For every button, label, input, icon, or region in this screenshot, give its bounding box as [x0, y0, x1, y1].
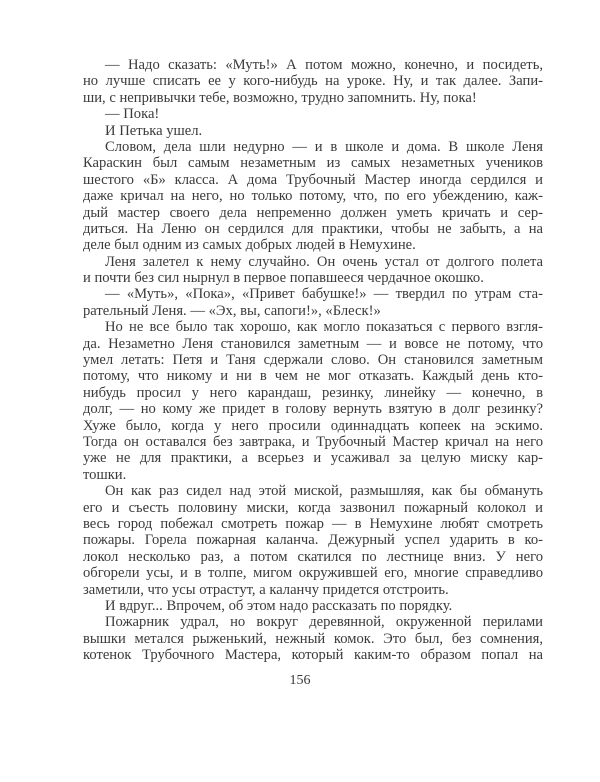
- text-line: но лучше списать ее у кого-нибудь на уроке. Ну, и так далее. Запи-: [83, 73, 543, 90]
- text-line: дый мастер своего дела непременно должен уметь кричать и сер-: [83, 204, 543, 221]
- text-line: нибудь просил у него карандаш, резинку, линейку — конечно, в: [83, 384, 543, 401]
- text-line: диться. На Леню он сердился для практики, чтобы не забыть, а на: [83, 220, 543, 237]
- text-line: котенок Трубочного Мастера, который каким-то образом попал на: [83, 647, 543, 664]
- text-line: Словом, дела шли недурно — и в школе и дома. В школе Леня: [105, 138, 543, 155]
- text-line: уже не для практики, а всерьез и усаживал за целую миску кар-: [83, 450, 543, 467]
- text-line: да. Незаметно Леня становился заметным — и вовсе не потому, что: [83, 335, 543, 352]
- text-line: весь город побежал смотреть пожар — в Немухине любят смотреть: [83, 515, 543, 532]
- text-line: Караскин был самым незаметным из самых незаметных учеников: [83, 155, 543, 172]
- text-line: тошки.: [83, 466, 127, 483]
- text-line: Тогда он оставался без завтрака, и Трубочный Мастер кричал на него: [83, 433, 543, 450]
- text-line: заметили, что усы отрастут, а каланчу придется отстроить.: [83, 581, 449, 598]
- text-line: даже кричал на него, но только потому, что, по его убеждению, каж-: [83, 188, 543, 205]
- text-line: Пожарник удрал, но вокруг деревянной, окруженной перилами: [105, 614, 543, 631]
- text-line: деле был одним из самых добрых людей в Немухине.: [83, 237, 416, 254]
- text-line: ши, с непривычки тебе, возможно, трудно запомнить. Ну, пока!: [83, 89, 477, 106]
- text-line: шестого «Б» класса. А дома Трубочный Мастер иногда сердился и: [83, 171, 543, 188]
- text-line: локол несколько раз, а потом скатился по лестнице вниз. У него: [83, 548, 543, 565]
- text-line: пожары. Горела пожарная каланча. Дежурный успел ударить в ко-: [83, 532, 543, 549]
- text-line: И Петька ушел.: [105, 122, 203, 139]
- text-line: вышки метался рыженький, нежный комок. Это был, без сомнения,: [83, 630, 543, 647]
- text-line: Он как раз сидел над этой миской, размышляя, как бы обмануть: [105, 483, 543, 500]
- text-line: Но не все было так хорошо, как могло показаться с первого взгля-: [105, 319, 543, 336]
- text-line: — Пока!: [105, 106, 160, 123]
- text-line: рательный Леня. — «Эх, вы, сапоги!», «Блеск!»: [83, 302, 381, 319]
- text-line: умел летать: Петя и Таня сдержали слово. Он становился заметным: [83, 352, 543, 369]
- text-line: и почти без сил нырнул в первое попавшееся чердачное окошко.: [83, 270, 484, 287]
- body-text: [83, 57, 543, 663]
- text-line: Хуже было, когда у него просили одиннадцать копеек на эскимо.: [83, 417, 543, 434]
- text-line: — Надо сказать: «Муть!» А потом можно, конечно, и посидеть,: [105, 57, 543, 73]
- text-line: долг, — но кому же придет в голову вернуть взятую в долг резинку?: [83, 401, 543, 418]
- text-line: его и съесть половину миски, когда зазвонил пожарный колокол и: [83, 499, 543, 516]
- text-line: — «Муть», «Пока», «Привет бабушке!» — твердил по утрам ста-: [105, 286, 543, 303]
- text-line: обгорели усы, и в толпе, мигом окружившей его, многие справедливо: [83, 565, 543, 582]
- text-line: И вдруг... Впрочем, об этом надо рассказать по порядку.: [105, 597, 453, 614]
- text-line: потому, что никому и ни в чем не мог отказать. Каждый день кто-: [83, 368, 543, 385]
- text-line: Леня залетел к нему случайно. Он очень устал от долгого полета: [105, 253, 543, 270]
- page-number: 156: [289, 673, 311, 688]
